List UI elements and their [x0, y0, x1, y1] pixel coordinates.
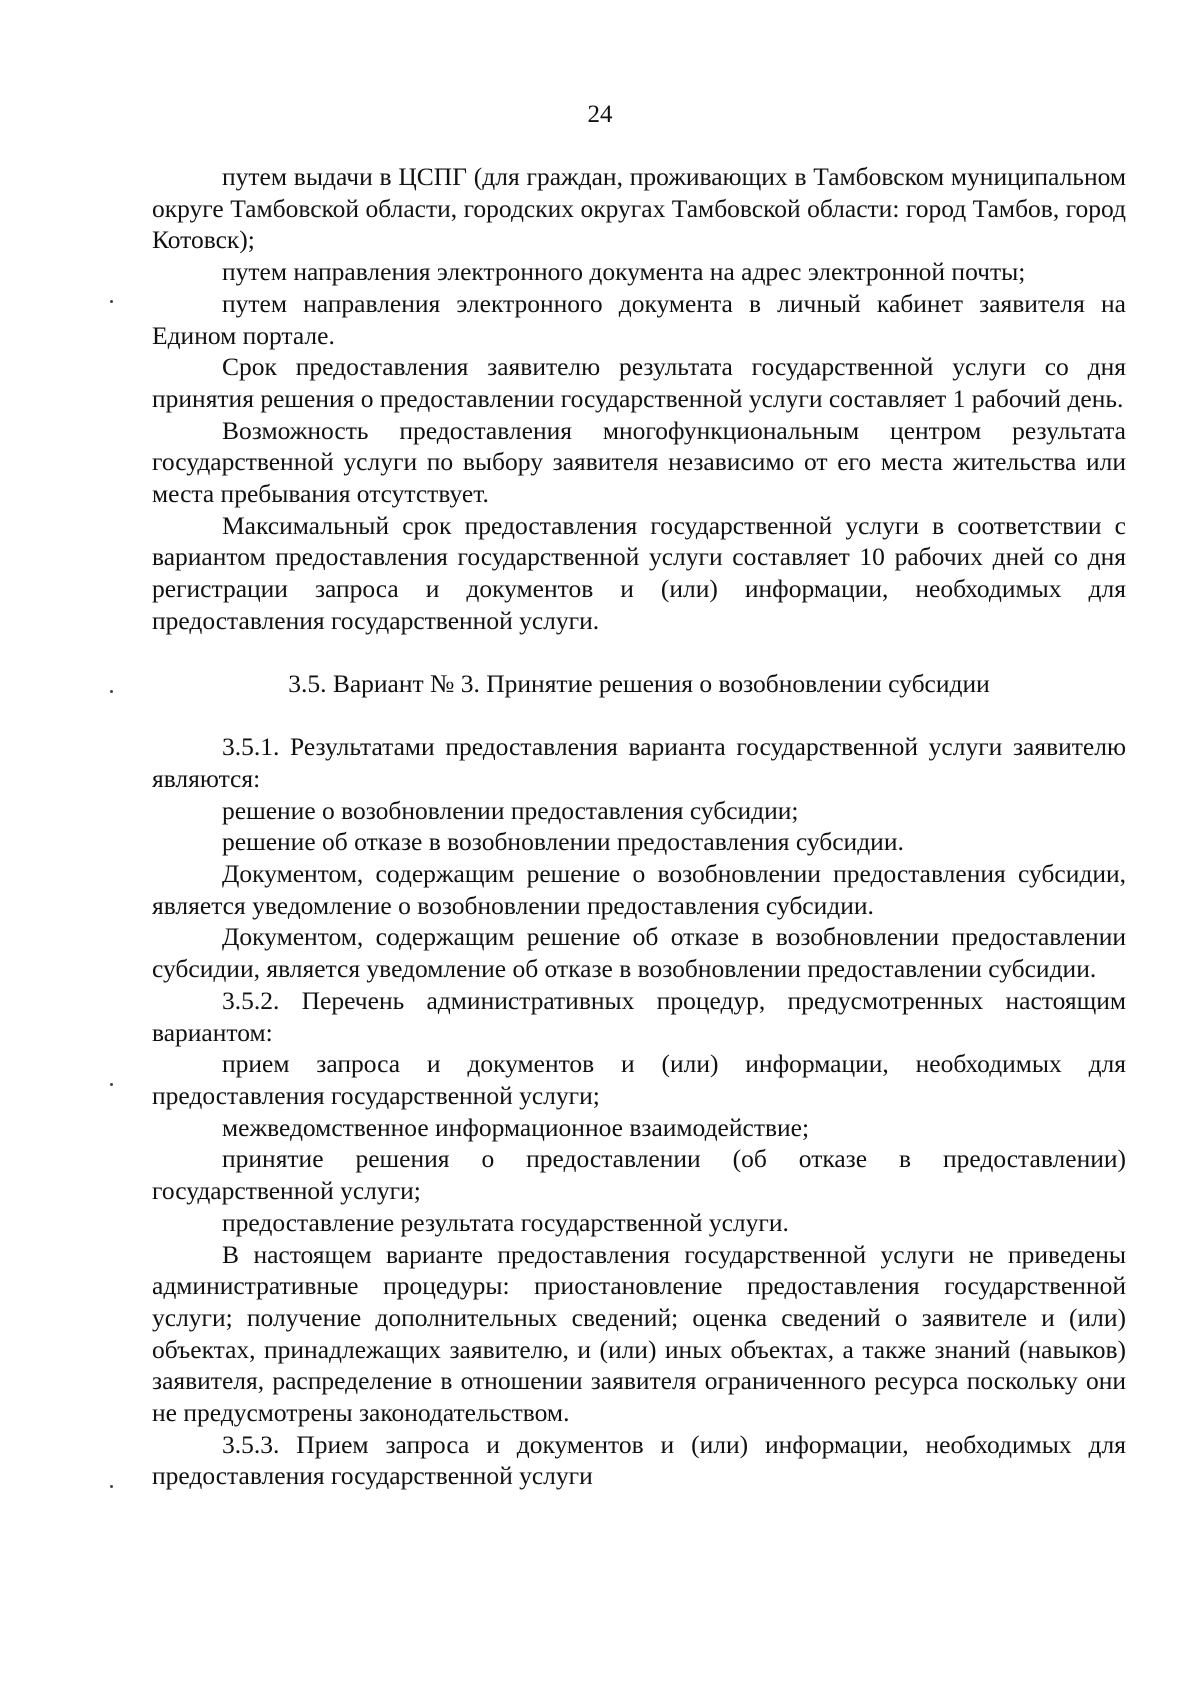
scan-mark [110, 690, 113, 693]
scan-mark [110, 1485, 113, 1488]
page-number: 24 [587, 101, 613, 128]
document-body [152, 161, 1126, 1492]
scan-mark [110, 1083, 113, 1086]
list-item: прием запроса и документов и (или) информации, необходимых для предоставления государственной услуги; [152, 1049, 1126, 1110]
paragraph: 3.5.3. Прием запроса и документов и (или) информации, необходимых для предоставления государственной услуги [152, 1429, 1126, 1491]
list-item: решение об отказе в возобновлении предоставления субсидии. [222, 827, 904, 857]
paragraph: Документом, содержащим решение о возобновлении предоставления субсидии, является уведомление о возобновлении предоставления субсидии. [152, 859, 1126, 920]
list-item: принятие решения о предоставлении (об отказе в предоставлении) государственной услуги; [152, 1144, 1126, 1206]
paragraph: Срок предоставления заявителю результата государственной услуги со дня принятия решения о предоставлении государственной услуги составляет 1 рабочий день. [152, 352, 1126, 413]
list-item: межведомственное информационное взаимодействие; [222, 1112, 810, 1142]
paragraph: 3.5.2. Перечень административных процедур, предусмотренных настоящим вариантом: [152, 985, 1126, 1047]
paragraph: путем направления электронного документа на адрес электронной почты; [222, 257, 1026, 287]
paragraph: Максимальный срок предоставления государственной услуги в соответствии с вариантом предоставления государственной услуги составляет 10 рабочих дней со дня регистрации запроса и документов и (или) информации, необходимых для предоставления государственной услуги. [152, 510, 1126, 635]
list-item: предоставление результата государственной услуги. [222, 1207, 789, 1237]
paragraph: Документом, содержащим решение об отказе в возобновлении предоставлении субсидии, является уведомление об отказе в возобновлении предоставлении субсидии. [152, 922, 1126, 984]
paragraph: 3.5.1. Результатами предоставления варианта государственной услуги заявителю являются: [152, 732, 1126, 793]
paragraph: путем направления электронного документа в личный кабинет заявителя на Едином портале. [152, 288, 1126, 350]
section-heading: 3.5. Вариант № 3. Принятие решения о возобновлении субсидии [288, 668, 990, 698]
scan-mark [110, 300, 113, 303]
paragraph: В настоящем варианте предоставления государственной услуги не приведены административные процедуры: приостановление предоставления государственной услуги; получение дополнительных сведений; оценка сведений о заявителе и (или) объектах, принадлежащих заявителю, и (или) иных объектах, а также знаний (навыков) заявителя, распределение в отношении заявителя ограниченного ресурса поскольку они не предусмотрены законодательством. [152, 1239, 1126, 1428]
paragraph: Возможность предоставления многофункциональным центром результата государственной услуги по выбору заявителя независимо от его места жительства или места пребывания отсутствует. [152, 415, 1126, 509]
paragraph: путем выдачи в ЦСПГ (для граждан, проживающих в Тамбовском муниципальном округе Тамбовской области, городских округах Тамбовской области: город Тамбов, город Котовск); [152, 162, 1126, 255]
list-item: решение о возобновлении предоставления субсидии; [222, 795, 799, 825]
